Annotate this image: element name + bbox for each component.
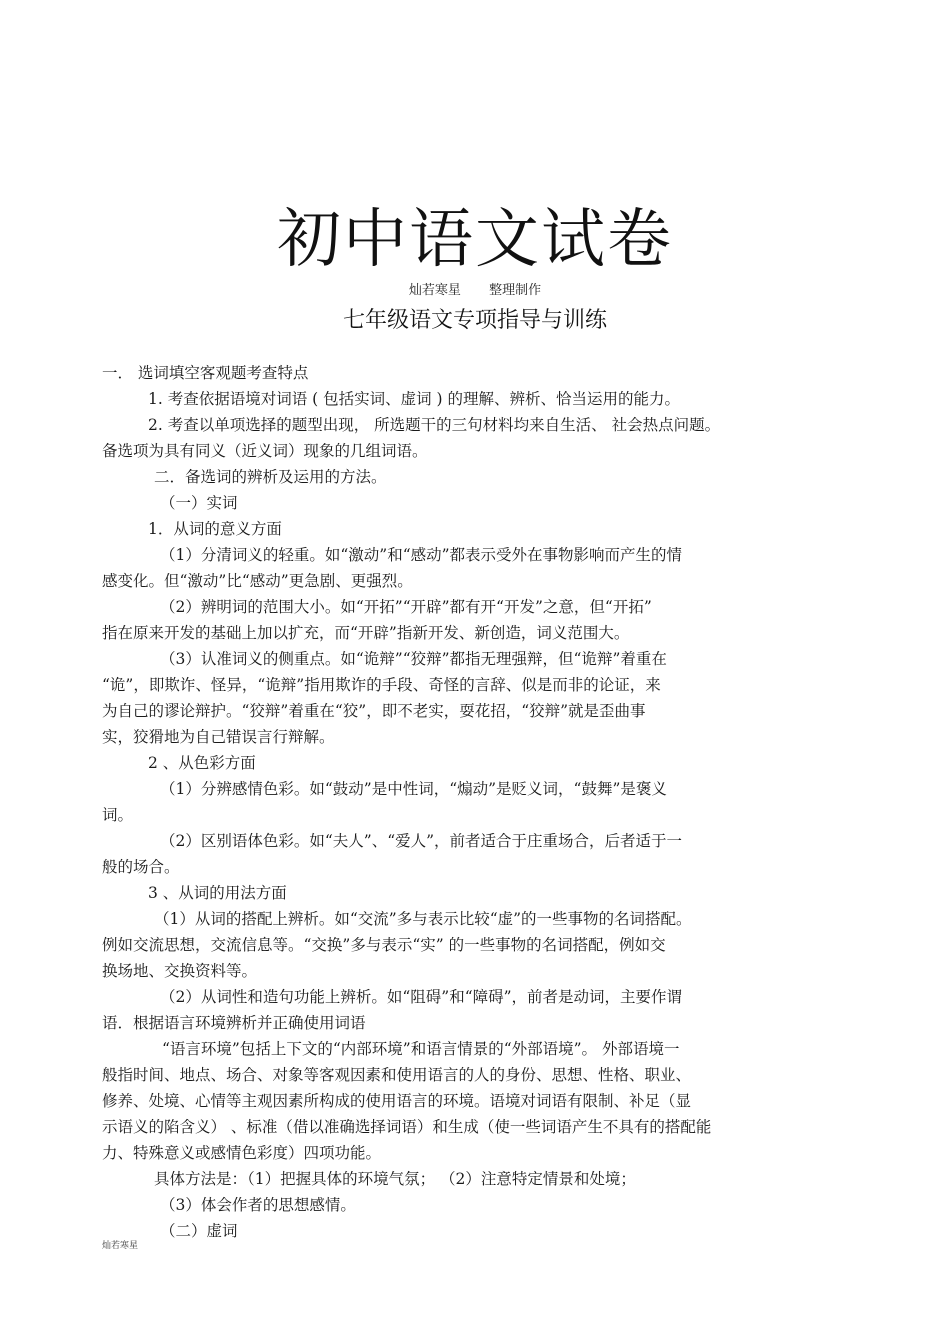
paragraph-line: 语．根据语言环境辨析并正确使用词语: [102, 1014, 366, 1032]
paragraph-line: （1）分清词义的轻重。如“激动”和“感动”都表示受外在事物影响而产生的情: [160, 546, 683, 564]
paragraph-line: 换场地、交换资料等。: [102, 962, 258, 980]
subsection-heading: （一）实词: [160, 494, 238, 512]
document-subtitle: 七年级语文专项指导与训练: [342, 308, 607, 333]
paragraph-line: （2）区别语体色彩。如“夫人”、“爱人”，前者适合于庄重场合，后者适于一: [160, 832, 683, 850]
paragraph-line: 般的场合。: [102, 858, 180, 876]
paragraph-line: 1. 考查依据语境对词语 ( 包括实词、虚词 ) 的理解、辨析、恰当运用的能力。: [148, 390, 681, 408]
paragraph-line: 例如交流思想，交流信息等。“交换”多与表示“实” 的一些事物的名词搭配，例如交: [102, 936, 666, 954]
paragraph-line: 备选项为具有同义（近义词）现象的几组词语。: [102, 442, 428, 460]
section-heading: 二．备选词的辨析及运用的方法。: [154, 468, 387, 486]
author-name: 灿若寒星: [408, 283, 461, 298]
paragraph-line: （2）辨明词的范围大小。如“开拓”“开辟”都有开“开发”之意，但“开拓”: [160, 598, 652, 616]
paragraph-line: 示语义的陷含义） 、标准（借以准确选择词语）和生成（使一些词语产生不具有的搭配能: [102, 1118, 712, 1136]
paragraph-line: 感变化。但“激动”比“感动”更急剧、更强烈。: [102, 572, 413, 590]
document-body: [102, 360, 842, 1244]
subsection-heading: 3 、从词的用法方面: [148, 884, 287, 902]
paragraph-line: 为自己的谬论辩护。“狡辩”着重在“狡”，即不老实，耍花招，“狡辩”就是歪曲事: [102, 702, 646, 720]
paragraph-line: （2）从词性和造句功能上辨析。如“阻碍”和“障碍”，前者是动词，主要作谓: [160, 988, 683, 1006]
paragraph-line: （1）从词的搭配上辨析。如“交流”多与表示比较“虚”的一些事物的名词搭配。: [154, 910, 692, 928]
author-role: 整理制作: [489, 283, 542, 298]
paragraph-line: 2. 考查以单项选择的题型出现， 所选题干的三句材料均来自生活、 社会热点问题。: [148, 416, 721, 434]
paragraph-line: （1）分辨感情色彩。如“鼓动”是中性词，“煽动”是贬义词，“鼓舞”是褒义: [160, 780, 667, 798]
subsection-heading: 2 、从色彩方面: [148, 754, 256, 772]
paragraph-line: （3）体会作者的思想感情。: [160, 1196, 356, 1214]
paragraph-line: “语言环境”包括上下文的“内部环境”和语言情景的“外部语境”。 外部语境一: [162, 1040, 680, 1058]
paragraph-line: （3）认准词义的侧重点。如“诡辩”“狡辩”都指无理强辩，但“诡辩”着重在: [160, 650, 667, 668]
paragraph-line: “诡”，即欺诈、怪异，“诡辩”指用欺诈的手段、奇怪的言辞、似是而非的论证，来: [102, 676, 661, 694]
author-credit: [0, 282, 950, 300]
paragraph-line: 具体方法是：（1）把握具体的环境气氛； （2）注意特定情景和处境；: [154, 1170, 636, 1188]
paragraph-line: 修养、处境、心情等主观因素所构成的使用语言的环境。语境对词语有限制、补足（显: [102, 1092, 692, 1110]
subsection-heading: 1．从词的意义方面: [148, 520, 282, 538]
page-footer: 灿若寒星: [102, 1241, 139, 1251]
document-title: 初中语文试卷: [277, 203, 673, 277]
paragraph-line: 词。: [102, 806, 134, 824]
paragraph-line: 般指时间、地点、场合、对象等客观因素和使用语言的人的身份、思想、性格、职业、: [102, 1066, 692, 1084]
paragraph-line: 实，狡猾地为自己错误言行辩解。: [102, 728, 335, 746]
section-heading: 一． 选词填空客观题考查特点: [102, 364, 309, 382]
paragraph-line: 力、特殊意义或感情色彩度）四项功能。: [102, 1144, 382, 1162]
paragraph-line: 指在原来开发的基础上加以扩充，而“开辟”指新开发、新创造，词义范围大。: [102, 624, 630, 642]
subsection-heading: （二）虚词: [160, 1222, 238, 1240]
